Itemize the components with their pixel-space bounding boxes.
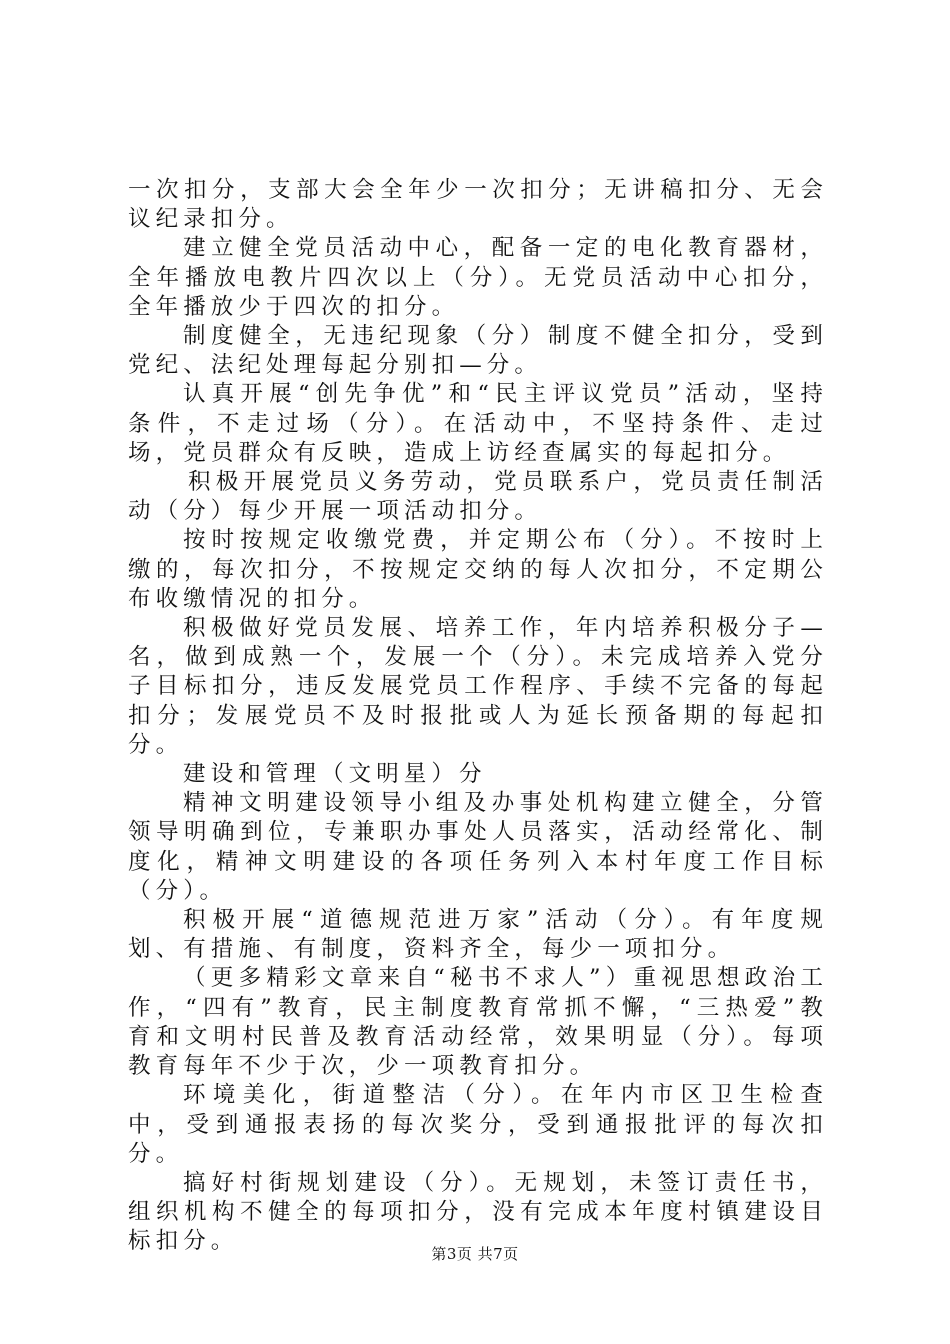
paragraph-1: 一次扣分，支部大会全年少一次扣分；无讲稿扣分、无会议纪录扣分。 — [128, 177, 828, 233]
paragraph-3: 制度健全，无违纪现象（分）制度不健全扣分，受到党纪、法纪处理每起分别扣—分。 — [128, 323, 828, 379]
page-footer: 第3页 共7页 — [431, 1245, 519, 1263]
paragraph-5: 积极开展党员义务劳动，党员联系户，党员责任制活动（分）每少开展一项活动扣分。 — [128, 469, 828, 525]
paragraph-10: 积极开展“道德规范进万家”活动（分）。有年度规划、有措施、有制度，资料齐全，每少一项扣分。 — [128, 907, 828, 963]
paragraph-6: 按时按规定收缴党费，并定期公布（分）。不按时上缴的，每次扣分，不按规定交纳的每人次扣分，不定期公布收缴情况的扣分。 — [128, 527, 828, 612]
paragraph-12: 环境美化，街道整洁（分）。在年内市区卫生检查中，受到通报表扬的每次奖分，受到通报批评的每次扣分。 — [128, 1082, 828, 1167]
paragraph-4: 认真开展“创先争优”和“民主评议党员”活动，坚持条件，不走过场（分）。在活动中，不坚持条件、走过场，党员群众有反映，造成上访经查属实的每起扣分。 — [128, 381, 828, 466]
paragraph-7: 积极做好党员发展、培养工作，年内培养积极分子—名，做到成熟一个，发展一个（分）。未完成培养入党分子目标扣分，违反发展党员工作程序、手续不完备的每起扣分；发展党员不及时报批或人为延长预备期的每起扣分。 — [128, 615, 828, 758]
paragraph-2: 建立健全党员活动中心，配备一定的电化教育器材，全年播放电教片四次以上（分）。无党员活动中心扣分，全年播放少于四次的扣分。 — [128, 235, 828, 320]
document-body — [128, 176, 828, 1257]
paragraph-13: 搞好村街规划建设（分）。无规划，未签订责任书，组织机构不健全的每项扣分，没有完成本年度村镇建设目标扣分。 — [128, 1169, 828, 1255]
section-heading: 建设和管理（文明星）分 — [183, 761, 487, 788]
paragraph-11: （更多精彩文章来自“秘书不求人”）重视思想政治工作，“四有”教育，民主制度教育常抓不懈，“三热爱”教育和文明村民普及教育活动经常，效果明显（分）。每项教育每年不少于次，少一项教育扣分。 — [128, 965, 828, 1080]
paragraph-9: 精神文明建设领导小组及办事处机构建立健全，分管领导明确到位，专兼职办事处人员落实，活动经常化、制度化，精神文明建设的各项任务列入本村年度工作目标（分）。 — [128, 790, 828, 904]
